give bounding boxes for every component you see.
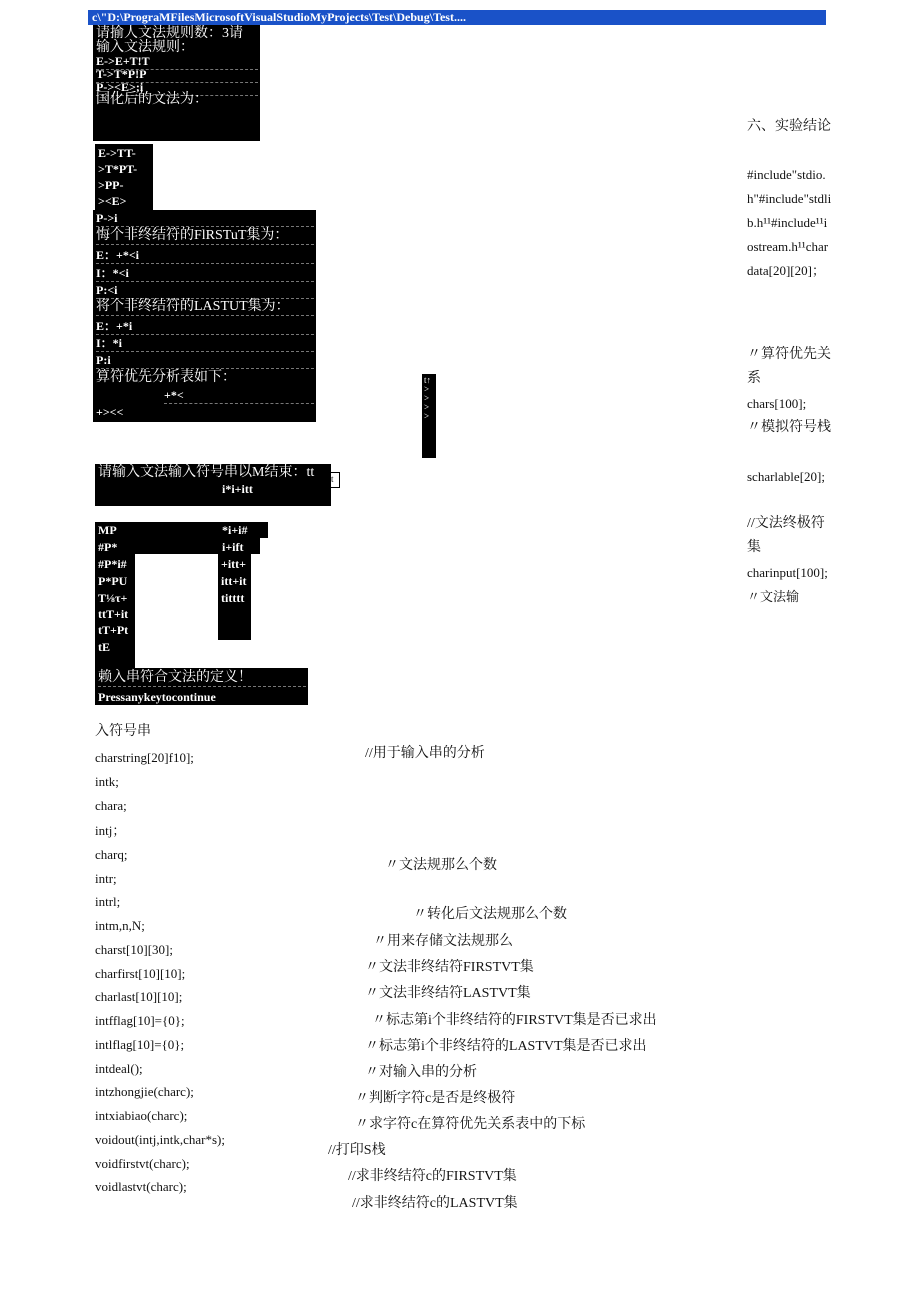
- input-bracket: [331, 472, 340, 488]
- input-value: i*i+itt: [222, 482, 253, 496]
- trace-stack-cell: #P*i#: [98, 557, 127, 571]
- trace-input-cell: *i+i#: [222, 523, 248, 537]
- console-line: 国化后的文法为：: [96, 92, 208, 107]
- code-comment: 〃判断字符c是否是终极符: [355, 1091, 516, 1106]
- result-line: 赖入串符合文法的定义！: [98, 670, 306, 687]
- side-comment: 〃算符优先关系: [747, 347, 831, 386]
- code-comment: 〃标志第i个非终结符的FIRSTVT集是否已求出: [372, 1013, 657, 1028]
- code-comment: //用于输入串的分析: [365, 746, 485, 761]
- console-line: T->T*P!P: [96, 66, 258, 83]
- console-line: >T*PT-: [98, 162, 138, 176]
- side-comment: 〃模拟符号栈: [747, 420, 831, 435]
- code-comment: 〃求字符c在算符优先关系表中的下标: [355, 1117, 586, 1132]
- console-line: P-><E>;i: [96, 79, 258, 96]
- console-line: P->i: [96, 210, 314, 227]
- console-line: >PP-: [98, 178, 124, 192]
- code-line: intzhongjie(charc);: [95, 1084, 194, 1099]
- console-line: I：*<i: [96, 265, 314, 282]
- code-line: charlast[10][10];: [95, 989, 183, 1004]
- trace-stack-cell: tE: [98, 640, 110, 654]
- console-strip-text: t↑>>>>: [424, 375, 432, 421]
- side-code: chars[100];: [747, 396, 807, 411]
- trace-stack-cell: T⅛τ+: [98, 591, 128, 605]
- console-line: E->TT-: [98, 146, 136, 160]
- code-line: charstring[20]f10];: [95, 750, 194, 765]
- side-code: scharlable[20];: [747, 469, 825, 484]
- console-line: E：+*i: [96, 318, 314, 335]
- code-line: charst[10][30];: [95, 942, 173, 957]
- code-comment: //求非终结符c的LASTVT集: [352, 1196, 518, 1211]
- console-title-bar: [88, 10, 826, 25]
- code-comment: 〃文法非终结符LASTVT集: [365, 986, 531, 1001]
- code-line: intlflag[10]={0};: [95, 1037, 185, 1052]
- code-line: intk;: [95, 774, 119, 789]
- code-line: intm,n,N;: [95, 918, 145, 933]
- code-line: intdeal();: [95, 1061, 143, 1076]
- console-line: 输入文法规则：: [96, 40, 194, 55]
- code-comment: //打印S栈: [328, 1143, 386, 1158]
- console-line: E：+*<i: [96, 247, 314, 264]
- code-line: intfflag[10]={0};: [95, 1013, 185, 1028]
- code-comment: 〃用来存储文法规那么: [373, 934, 513, 949]
- console-line: P:i: [96, 352, 314, 369]
- code-line: intrl;: [95, 894, 121, 909]
- section-heading: 六、实验结论: [747, 119, 831, 134]
- code-comment: 〃转化后文法规那么个数: [413, 907, 567, 922]
- side-code: charinput[100];〃文法输: [747, 565, 828, 604]
- code-comment: 〃文法规那么个数: [385, 858, 497, 873]
- code-line: charfirst[10][10];: [95, 966, 186, 981]
- console-line: E->E+T!T: [96, 53, 258, 70]
- console-line: +><<: [96, 405, 124, 419]
- trace-input-cell: +itt+: [221, 557, 247, 571]
- console-line: 算符优先分析表如下：: [96, 370, 236, 385]
- code-line: intj；: [95, 823, 126, 838]
- code-line: intxiabiao(charc);: [95, 1108, 188, 1123]
- trace-input-cell: itt+it: [221, 574, 247, 588]
- trace-stack-cell: MP: [98, 523, 117, 537]
- include-lines: #include"stdio.h"#include"stdlib.h¹¹#include¹¹iostream.h¹¹chardata[20][20]；: [747, 167, 832, 278]
- code-comment: //求非终结符c的FIRSTVT集: [348, 1169, 517, 1184]
- side-comment: //文法终极符集: [747, 516, 825, 555]
- console-line: ><E>: [98, 194, 127, 208]
- code-comment: 〃文法非终结符FIRSTVT集: [365, 960, 534, 975]
- console-line: P:<i: [96, 282, 314, 299]
- code-line: voidfirstvt(charc);: [95, 1156, 190, 1171]
- code-heading: 入符号串: [95, 724, 151, 739]
- console-line: 悔个非终结符的FlRSTuT集为：: [96, 228, 314, 245]
- code-line: chara;: [95, 798, 127, 813]
- code-line: voidlastvt(charc);: [95, 1179, 187, 1194]
- console-line: +*<: [164, 387, 314, 404]
- console-strip: [422, 374, 436, 458]
- code-line: voidout(intj,intk,char*s);: [95, 1132, 225, 1147]
- trace-input-cell: titttt: [221, 591, 245, 605]
- code-line: charq;: [95, 847, 128, 862]
- trace-stack-cell: #P*: [98, 540, 118, 554]
- input-prompt: 请输入文法输入符号串以M结束：tt: [98, 465, 315, 480]
- trace-stack-cell: P*PU: [98, 574, 128, 588]
- trace-stack-cell: ttT+it: [98, 607, 129, 621]
- console-line: I：*i: [96, 335, 314, 352]
- trace-stack-cell: tT+Pt: [98, 623, 129, 637]
- code-line: intr;: [95, 871, 117, 886]
- input-bracket-text: t: [331, 474, 334, 484]
- press-key-line: Pressanykeytocontinue: [98, 690, 216, 704]
- trace-input-cell: i+ift: [222, 540, 244, 554]
- console-line: 将个非终结符的LASTUT集为：: [96, 299, 314, 316]
- window-title: c\"D:\PrograMFilesMicrosoftVisualStudioMyProjects\Test\Debug\Test....: [92, 10, 466, 24]
- console-line: 请揄人文法规则数：3请: [96, 26, 243, 41]
- code-comment: 〃对输入串的分析: [365, 1065, 477, 1080]
- code-comment: 〃标志第i个非终结符的LASTVT集是否已求出: [365, 1039, 647, 1054]
